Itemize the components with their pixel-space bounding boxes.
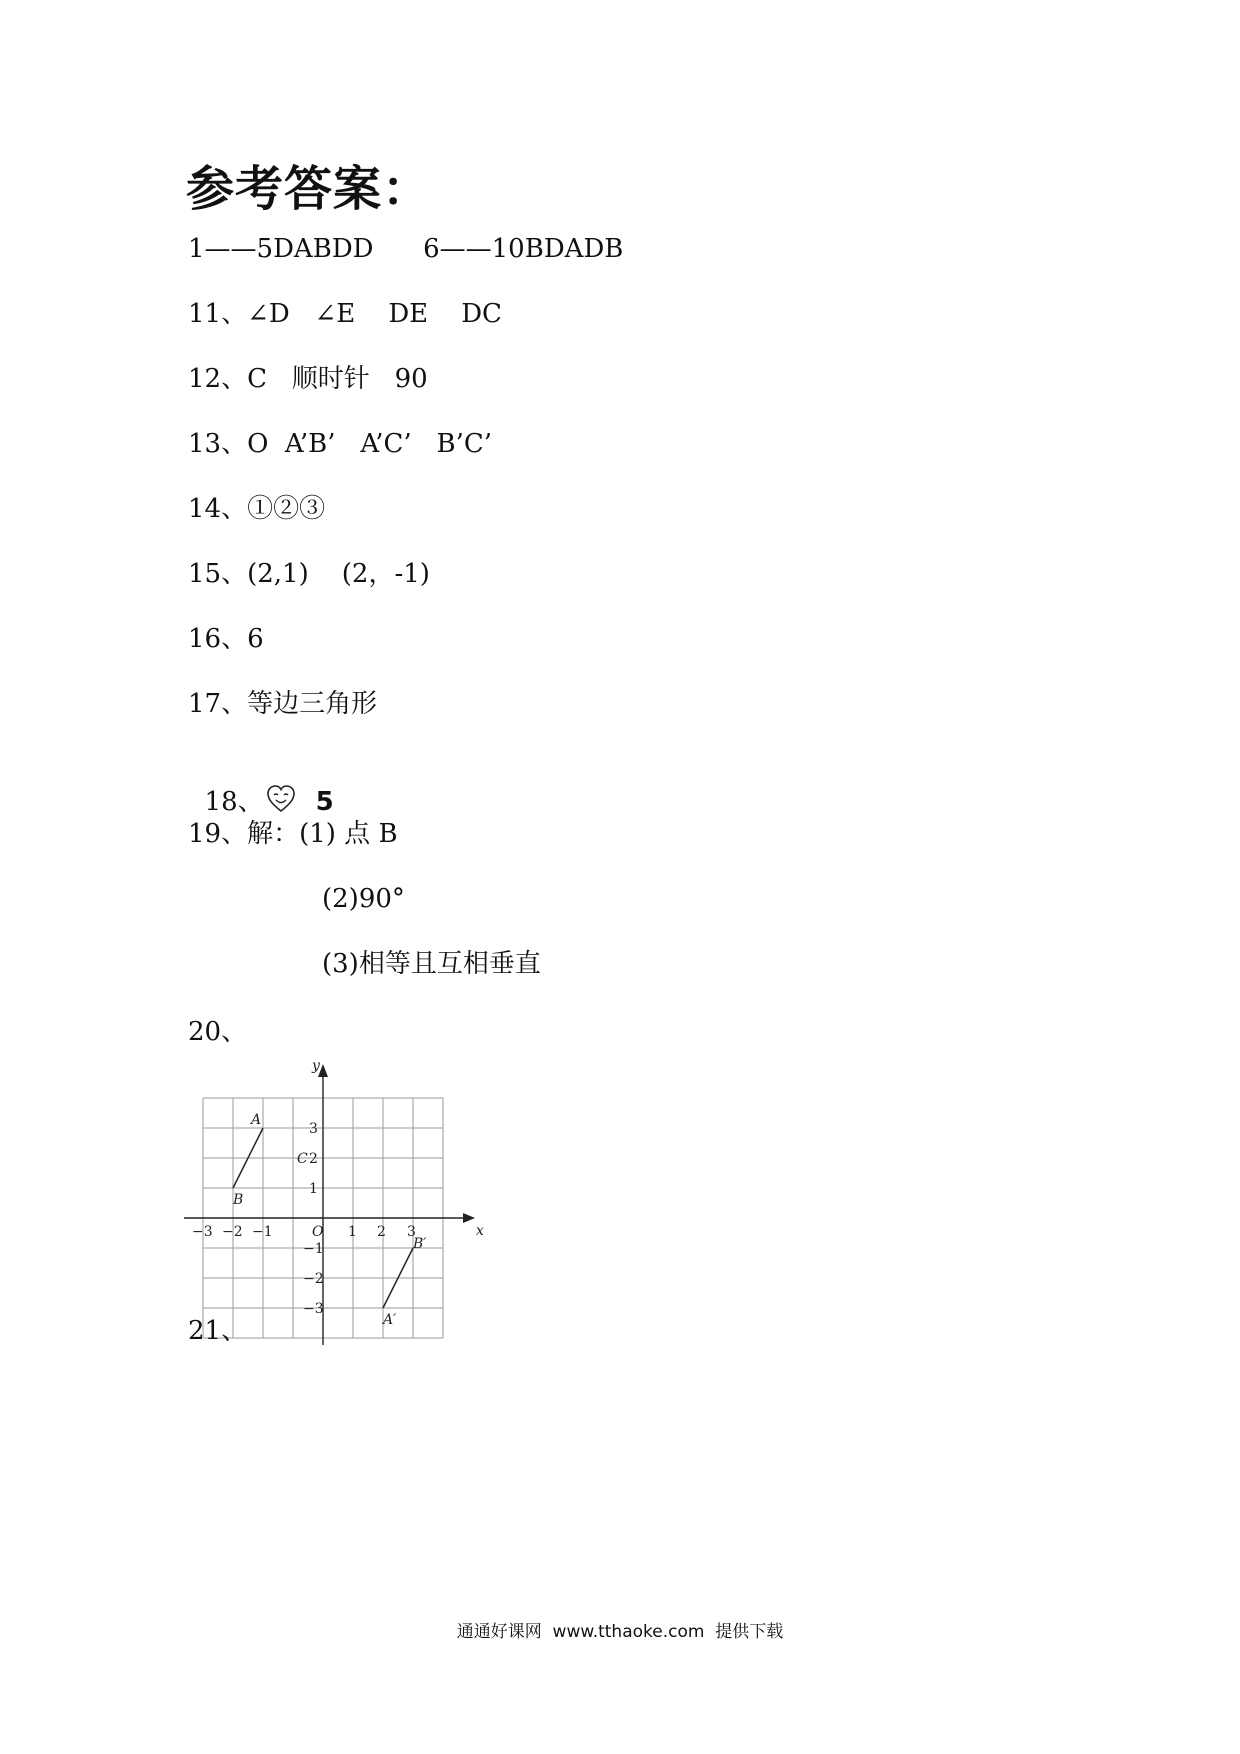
y-tick-label: −1 bbox=[303, 1241, 324, 1257]
answer-12: 12、C 顺时针 90 bbox=[188, 364, 428, 394]
x-axis-arrow-icon bbox=[463, 1213, 475, 1223]
x-tick-label: −2 bbox=[222, 1224, 243, 1240]
x-tick-label: −3 bbox=[192, 1224, 213, 1240]
answer-16: 16、6 bbox=[188, 624, 264, 654]
answer-19-part-3: (3)相等且互相垂直 bbox=[322, 949, 541, 979]
answer-18 bbox=[188, 758, 334, 815]
x-tick-label: −1 bbox=[252, 1224, 273, 1240]
answer-19-part-2: (2)90° bbox=[322, 884, 405, 914]
x-tick-label: 3 bbox=[407, 1224, 416, 1240]
coordinate-graph bbox=[176, 1058, 496, 1348]
x-tick-labels bbox=[192, 1224, 416, 1240]
x-axis-label: x bbox=[476, 1223, 484, 1239]
point-b-prime-label: B′ bbox=[413, 1236, 427, 1252]
answer-13: 13、O A’B’ A’C’ B’C’ bbox=[188, 429, 493, 459]
y-tick-label: 1 bbox=[309, 1181, 318, 1197]
y-tick-label: 3 bbox=[309, 1121, 318, 1137]
answer-11: 11、∠D ∠E DE DC bbox=[188, 299, 502, 329]
y-axis-label: y bbox=[312, 1058, 320, 1074]
footer-source: 通通好课网 www.tthaoke.com 提供下载 bbox=[456, 1622, 784, 1642]
answer-19: 19、解：(1) 点 B bbox=[188, 819, 398, 849]
x-tick-label: 2 bbox=[377, 1224, 386, 1240]
point-b-label: B bbox=[233, 1192, 244, 1208]
point-a-prime-label: A′ bbox=[383, 1312, 397, 1328]
answer-15: 15、(2,1) (2，-1) bbox=[188, 559, 430, 589]
answer-20: 20、 bbox=[188, 1017, 248, 1047]
answer-21: 21、 bbox=[188, 1316, 248, 1346]
answer-1-10: 1——5DABDD 6——10BDADB bbox=[188, 234, 624, 264]
point-a-label: A bbox=[251, 1112, 262, 1128]
origin-label: O bbox=[312, 1224, 324, 1240]
point-c-label: C bbox=[297, 1151, 308, 1167]
answer-17: 17、等边三角形 bbox=[188, 689, 378, 719]
y-tick-label: −3 bbox=[303, 1301, 324, 1317]
smiley-heart-icon bbox=[266, 784, 296, 814]
answer-14: 14、①②③ bbox=[188, 494, 326, 524]
answer-18-prefix: 18、 bbox=[204, 787, 264, 817]
page-title: 参考答案： bbox=[186, 161, 432, 217]
y-tick-label: 2 bbox=[309, 1151, 318, 1167]
x-tick-label: 1 bbox=[348, 1224, 357, 1240]
y-tick-label: −2 bbox=[303, 1271, 324, 1287]
answer-18-value: 5 bbox=[315, 787, 334, 817]
